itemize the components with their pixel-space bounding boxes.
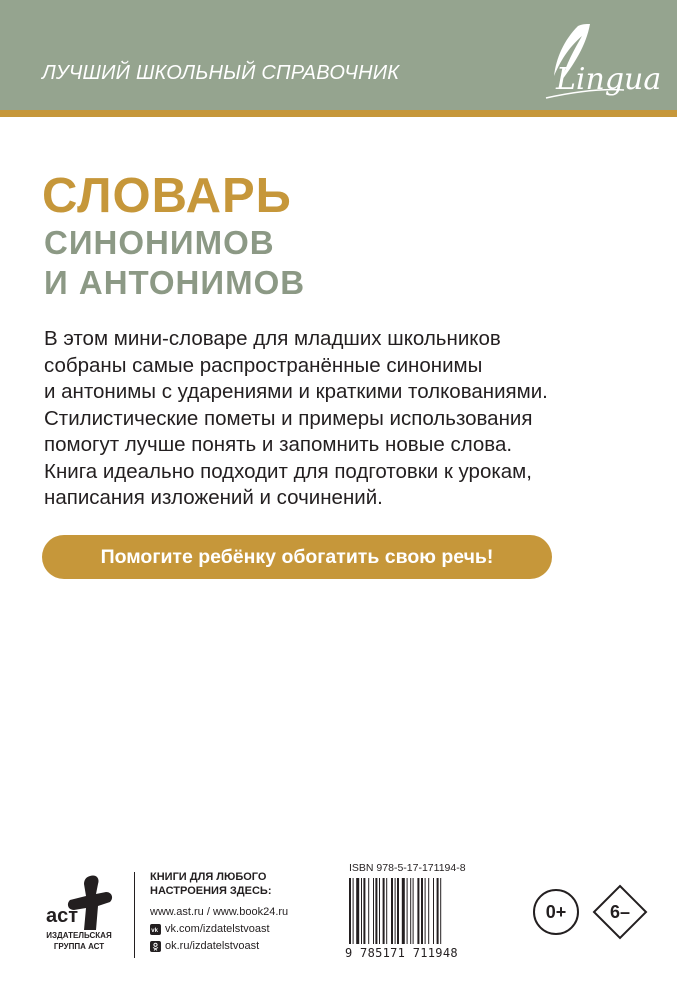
barcode-bar: [437, 878, 439, 944]
barcode-bar: [428, 878, 429, 944]
title-main: СЛОВАРЬ: [42, 169, 292, 223]
description-line: Книга идеально подходит для подготовки к урокам,: [44, 459, 532, 483]
lingua-wordmark: Lingua: [556, 62, 662, 97]
barcode: [349, 878, 471, 948]
barcode-bar: [363, 878, 365, 944]
barcode-bar: [413, 878, 414, 944]
ast-caption: [38, 930, 120, 952]
barcode-bar: [349, 878, 351, 944]
barcode-bar: [433, 878, 434, 944]
age-rating-0: 0+: [533, 889, 579, 935]
description-line: помогут лучше понять и запомнить новые слова.: [44, 433, 513, 456]
barcode-bar: [375, 878, 377, 944]
description-line: и антонимы с ударениями и краткими толкованиями.: [44, 380, 548, 403]
age-rating-6-text: 6–: [609, 902, 631, 922]
barcode-bar: [368, 878, 369, 944]
books-title: КНИГИ ДЛЯ ЛЮБОГО: [150, 871, 267, 883]
site-link: www.ast.ru / www.book24.ru: [150, 906, 289, 918]
barcode-bar: [417, 878, 419, 944]
barcode-bar: [361, 878, 362, 944]
barcode-bar: [383, 878, 385, 944]
description-line: написания изложений и сочинений.: [44, 486, 383, 509]
barcode-bar: [386, 878, 387, 944]
barcode-bar: [353, 878, 354, 944]
description-line: собраны самые распространённые синонимы: [44, 353, 483, 377]
age-rating-6: [592, 884, 648, 940]
books-title: НАСТРОЕНИЯ ЗДЕСЬ:: [150, 885, 272, 897]
title-sub-2: И АНТОНИМОВ: [44, 264, 306, 301]
footer-divider: [134, 872, 135, 958]
ok-link-text: ok.ru/izdatelstvoast: [165, 940, 260, 952]
barcode-bar: [395, 878, 396, 944]
title-sub-1: СИНОНИМОВ: [44, 224, 275, 261]
barcode-number: 9 785171 711948: [345, 946, 458, 960]
ast-caption-line: ГРУППА АСТ: [53, 942, 105, 951]
barcode-bar: [402, 878, 405, 944]
barcode-bar: [425, 878, 426, 944]
gold-divider: [0, 110, 677, 117]
ok-link: [150, 939, 288, 954]
vk-icon: [150, 924, 161, 935]
barcode-bar: [379, 878, 380, 944]
header-band: [0, 0, 677, 110]
cta-banner: Помогите ребёнку обогатить свою речь!: [42, 535, 552, 579]
ast-caption-line: ИЗДАТЕЛЬСКАЯ: [46, 931, 112, 940]
svg-text:vk: vk: [151, 928, 158, 934]
barcode-bar: [440, 878, 441, 944]
description-line: В этом мини-словаре для младших школьников: [44, 327, 501, 350]
barcode-bar: [391, 878, 393, 944]
barcode-bar: [410, 878, 411, 944]
barcode-bar: [356, 878, 359, 944]
isbn: ISBN 978-5-17-171194-8: [349, 862, 466, 874]
barcode-bar: [421, 878, 423, 944]
barcode-bar: [373, 878, 374, 944]
series-title: ЛУЧШИЙ ШКОЛЬНЫЙ СПРАВОЧНИК: [42, 62, 400, 84]
description: [44, 326, 664, 512]
barcode-bar: [397, 878, 399, 944]
lingua-logo: [534, 18, 662, 104]
ok-icon: [150, 941, 161, 952]
barcode-bar: [407, 878, 408, 944]
ast-logo-text: аст: [46, 905, 79, 927]
vk-link-text: vk.com/izdatelstvoast: [165, 923, 270, 935]
books-info: [150, 870, 288, 954]
vk-link: [150, 922, 288, 937]
description-line: Стилистические пометы и примеры использования: [44, 406, 533, 430]
